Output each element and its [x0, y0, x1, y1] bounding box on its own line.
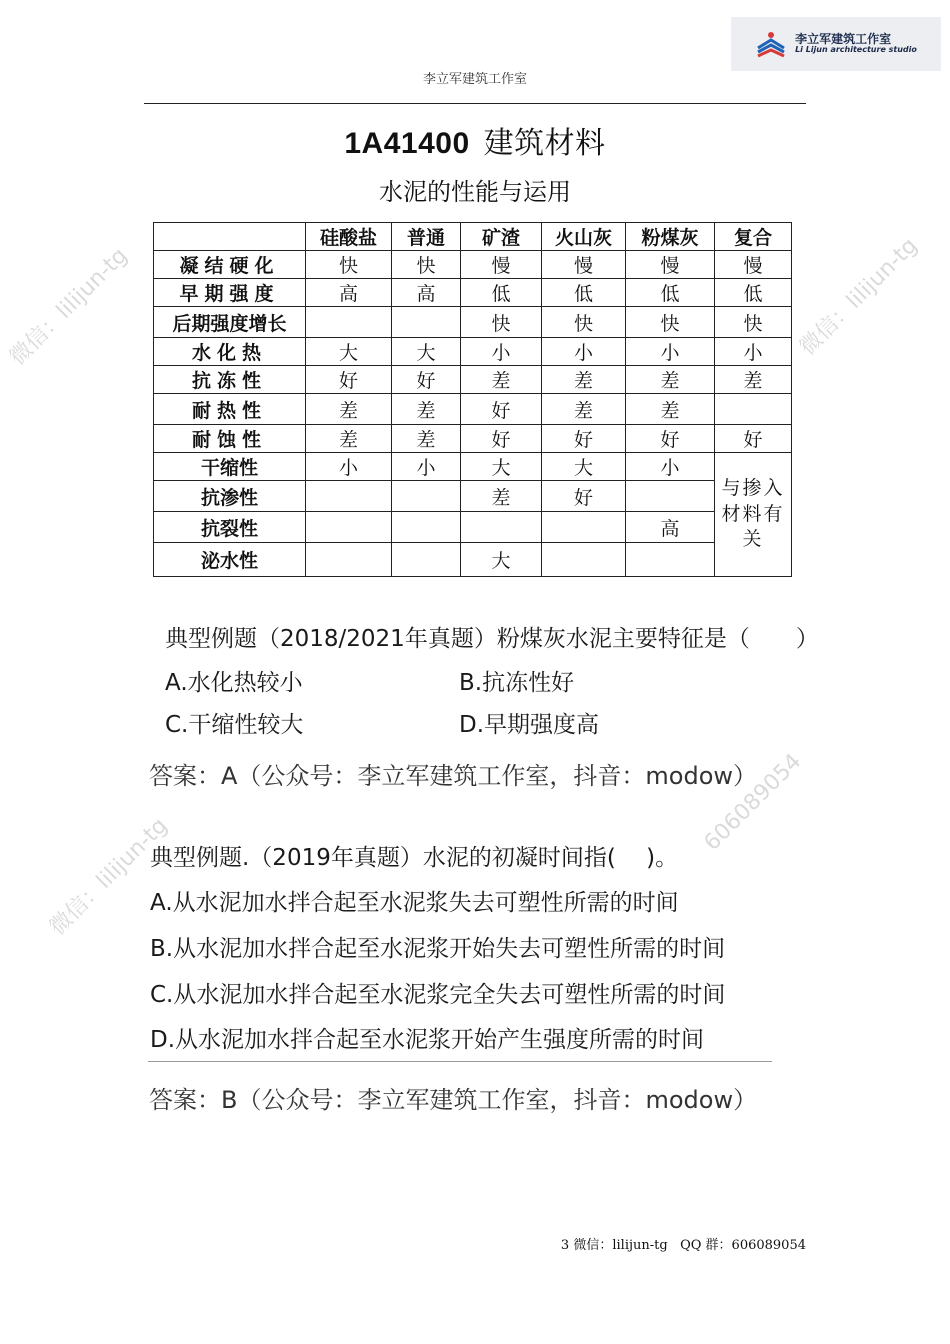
book-logo-icon: [755, 30, 787, 58]
table-cell: 快: [542, 307, 626, 338]
table-cell: 大: [306, 338, 392, 366]
table-cell: [542, 543, 626, 577]
table-cell: 高: [626, 512, 715, 543]
table-cell: 慢: [626, 251, 715, 279]
table-cell: 小: [626, 453, 715, 481]
table-cell: [306, 307, 392, 338]
table-cell: 差: [461, 481, 542, 512]
table-cell: 好: [461, 394, 542, 425]
logo-name-en: Li Lijun architecture studio: [795, 45, 917, 55]
table-cell: [392, 481, 461, 512]
page-number: 3: [560, 1238, 570, 1253]
table-cell: [392, 512, 461, 543]
row-label: 凝结硬化: [154, 251, 306, 279]
table-header-cell: 火山灰: [542, 223, 626, 251]
watermark: 微信：lilijun-tg: [5, 243, 133, 371]
table-cell: 差: [392, 394, 461, 425]
table-row: [154, 338, 792, 366]
table-row: [154, 481, 792, 512]
row-label: 耐热性: [154, 394, 306, 425]
table-header-row: [154, 223, 792, 251]
table-cell: [715, 394, 792, 425]
table-row: [154, 307, 792, 338]
table-cell: 小: [461, 338, 542, 366]
table-cell: 大: [461, 543, 542, 577]
row-label: 后期强度增长: [154, 307, 306, 338]
page-subtitle: 水泥的性能与运用: [379, 178, 571, 206]
table-row: [154, 512, 792, 543]
table-cell: 差: [542, 366, 626, 394]
table-cell: [542, 512, 626, 543]
table-cell: 低: [461, 279, 542, 307]
q1-option-a: A.水化热较小: [165, 670, 303, 696]
studio-logo: [731, 17, 941, 71]
row-label: 耐蚀性: [154, 425, 306, 453]
table-cell: 大: [461, 453, 542, 481]
table-cell: 高: [392, 279, 461, 307]
table-cell: 低: [542, 279, 626, 307]
table-cell: [306, 543, 392, 577]
table-row: [154, 366, 792, 394]
row-label: 水化热: [154, 338, 306, 366]
table-cell: 小: [626, 338, 715, 366]
table-cell: [306, 512, 392, 543]
table-cell: 小: [542, 338, 626, 366]
watermark: 606089054: [699, 749, 807, 856]
table-cell: 快: [715, 307, 792, 338]
footer-wechat: 微信：lilijun-tg: [573, 1238, 668, 1253]
table-row: [154, 543, 792, 577]
watermark: 微信：lilijun-tg: [795, 233, 923, 361]
table-cell: 高: [306, 279, 392, 307]
table-cell: 好: [461, 425, 542, 453]
table-row: [154, 453, 792, 481]
title-code: 1A41400: [344, 127, 470, 160]
table-cell: 差: [461, 366, 542, 394]
table-cell: 快: [626, 307, 715, 338]
table-cell: 好: [542, 425, 626, 453]
table-cell: 差: [306, 394, 392, 425]
merged-note-cell: 与掺入材料有关: [715, 453, 792, 577]
row-label: 早期强度: [154, 279, 306, 307]
watermark: 微信：lilijun-tg: [45, 813, 173, 941]
q1-stem: 典型例题（2018/2021年真题）粉煤灰水泥主要特征是（ ）: [165, 626, 819, 652]
table-cell: 好: [715, 425, 792, 453]
table-cell: 差: [626, 394, 715, 425]
table-cell: 低: [715, 279, 792, 307]
table-row: [154, 251, 792, 279]
table-cell: [306, 481, 392, 512]
q2-option-d: D.从水泥加水拌合起至水泥浆开始产生强度所需的时间: [150, 1027, 705, 1053]
table-row: [154, 394, 792, 425]
table-cell: 小: [715, 338, 792, 366]
table-cell: 差: [626, 366, 715, 394]
table-cell: 大: [542, 453, 626, 481]
q1-option-b: B.抗冻性好: [459, 670, 575, 696]
table-header-cell: 硅酸盐: [306, 223, 392, 251]
table-cell: 好: [392, 366, 461, 394]
table-cell: 好: [542, 481, 626, 512]
table-cell: 慢: [461, 251, 542, 279]
table-cell: 好: [626, 425, 715, 453]
table-cell: 差: [306, 425, 392, 453]
table-header-cell: 粉煤灰: [626, 223, 715, 251]
table-header-cell: 普通: [392, 223, 461, 251]
table-cell: 快: [461, 307, 542, 338]
row-label: 抗渗性: [154, 481, 306, 512]
footer-qq: QQ 群：606089054: [680, 1238, 806, 1253]
q2-option-b: B.从水泥加水拌合起至水泥浆开始失去可塑性所需的时间: [150, 936, 726, 962]
table-cell: 差: [715, 366, 792, 394]
table-cell: 差: [542, 394, 626, 425]
title-text: 建筑材料: [483, 126, 606, 161]
table-cell: [392, 543, 461, 577]
q2-option-c: C.从水泥加水拌合起至水泥浆完全失去可塑性所需的时间: [150, 982, 726, 1008]
table-cell: 低: [626, 279, 715, 307]
table-cell: 慢: [542, 251, 626, 279]
table-cell: 小: [392, 453, 461, 481]
table-cell: [392, 307, 461, 338]
q2-option-a: A.从水泥加水拌合起至水泥浆失去可塑性所需的时间: [150, 890, 679, 916]
table-cell: 慢: [715, 251, 792, 279]
table-header-cell: [154, 223, 306, 251]
table-header-cell: 复合: [715, 223, 792, 251]
table-cell: 好: [306, 366, 392, 394]
row-label: 干缩性: [154, 453, 306, 481]
table-cell: [461, 512, 542, 543]
row-label: 抗裂性: [154, 512, 306, 543]
q1-option-d: D.早期强度高: [459, 712, 600, 738]
table-cell: [626, 481, 715, 512]
q1-answer: 答案：A（公众号：李立军建筑工作室，抖音：modow）: [149, 762, 758, 790]
q2-stem: 典型例题.（2019年真题）水泥的初凝时间指( )。: [150, 845, 679, 871]
row-label: 抗冻性: [154, 366, 306, 394]
table-cell: 快: [306, 251, 392, 279]
table-cell: [626, 543, 715, 577]
table-cell: 小: [306, 453, 392, 481]
logo-name-cn: 李立军建筑工作室: [795, 32, 892, 46]
table-row: [154, 425, 792, 453]
page-title: [0, 118, 950, 162]
q1-option-c: C.干缩性较大: [165, 712, 304, 738]
table-header-cell: 矿渣: [461, 223, 542, 251]
table-cell: 差: [392, 425, 461, 453]
q2-answer: 答案：B（公众号：李立军建筑工作室，抖音：modow）: [149, 1086, 758, 1114]
section-divider: [148, 1061, 772, 1062]
row-label: 泌水性: [154, 543, 306, 577]
header-rule: [144, 103, 806, 104]
page-header: 李立军建筑工作室: [422, 72, 527, 87]
table-row: [154, 279, 792, 307]
table-cell: 大: [392, 338, 461, 366]
cement-comparison-table: [153, 222, 792, 577]
page-footer: [561, 1234, 806, 1253]
table-cell: 快: [392, 251, 461, 279]
